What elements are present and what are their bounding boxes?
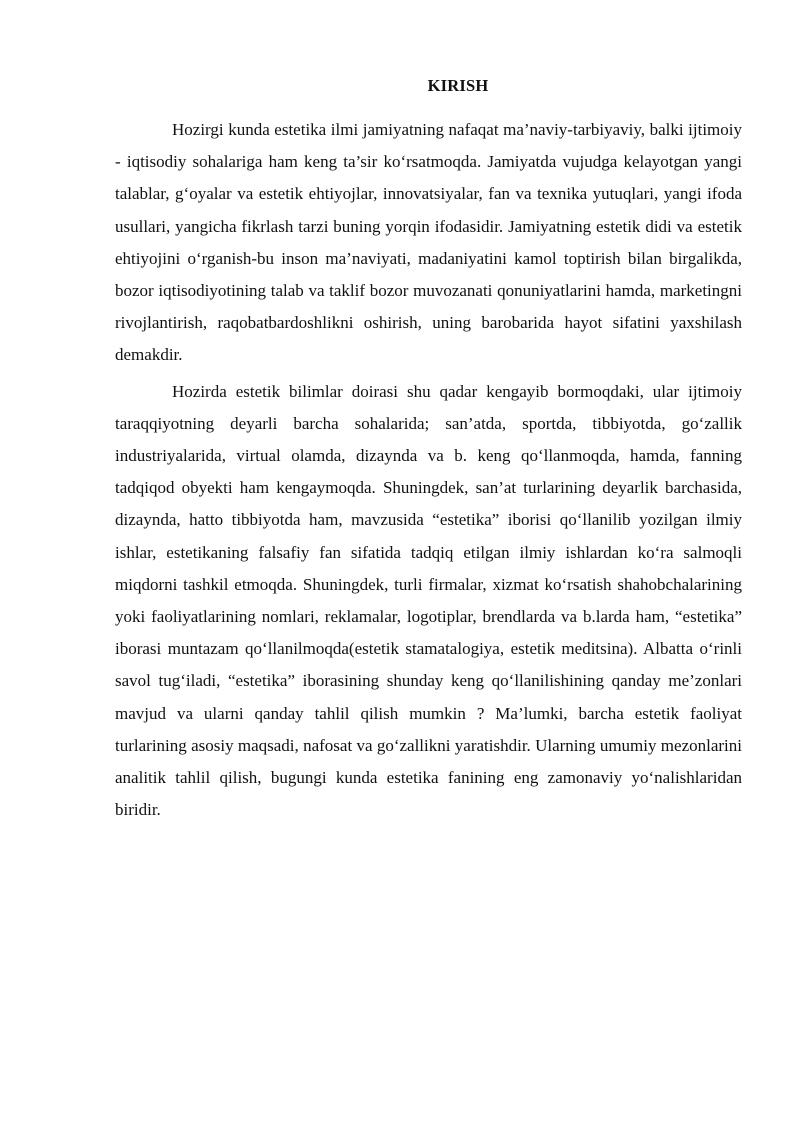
body-text bbox=[115, 114, 742, 826]
section-heading: KIRISH bbox=[427, 76, 489, 95]
paragraph-2: Hozirda estetik bilimlar doirasi shu qadar kengayib bormoqdaki, ular ijtimoiy taraqqiyotning deyarli barcha sohalarida; san’atda, sportda, tibbiyotda, go‘zallik industriyalarida, virtual olamda, dizaynda va b. keng qo‘llanmoqda, hamda, fanning tadqiqod obyekti ham kengaymoqda. Shuningdek, san’at turlarining deyarlik barchasida, dizaynda, hatto tibbiyotda ham, mavzusida “estetika” iborisi qo‘llanilib yozilgan ilmiy ishlar, estetikaning falsafiy fan sifatida tadqiq etilgan ilmiy ishlardan ko‘ra salmoqli miqdorni tashkil etmoqda. Shuningdek, turli firmalar, xizmat ko‘rsatish shahobchalarining yoki faoliyatlarining nomlari, reklamalar, logotiplar, brendlarda va b.larda ham, “estetika” iborasi muntazam qo‘llanilmoqda(estetik stamatalogiya, estetik meditsina). Albatta o‘rinli savol tug‘iladi, “estetika” iborasining shunday keng qo‘llanilishining qanday me’zonlari mavjud va ularni qanday tahlil qilish mumkin ? Ma’lumki, barcha estetik faoliyat turlarining asosiy maqsadi, nafosat va go‘zallikni yaratishdir. Ularning umumiy mezonlarini analitik tahlil qilish, bugungi kunda estetika fanining eng zamonaviy yo‘nalishlaridan biridir. bbox=[115, 381, 742, 820]
paragraph-1: Hozirgi kunda estetika ilmi jamiyatning nafaqat ma’naviy-tarbiyaviy, balki ijtimoiy - iqtisodiy sohalariga ham keng ta’sir ko‘rsatmoqda. Jamiyatda vujudga kelayotgan yangi talablar, g‘oyalar va estetik ehtiyojlar, innovatsiyalar, fan va texnika yutuqlari, yangi ifoda usullari, yangicha fikrlash tarzi buning yorqin ifodasidir. Jamiyatning estetik didi va estetik ehtiyojini o‘rganish-bu inson ma’naviyati, madaniyatini kamol toptirish bilan birgalikda, bozor iqtisodiyotining talab va taklif bozor muvozanati qonuniyatlarini hamda, marketingni rivojlantirish, raqobatbardoshlikni oshirish, uning barobarida hayot sifatini yaxshilash demakdir. bbox=[115, 120, 742, 365]
